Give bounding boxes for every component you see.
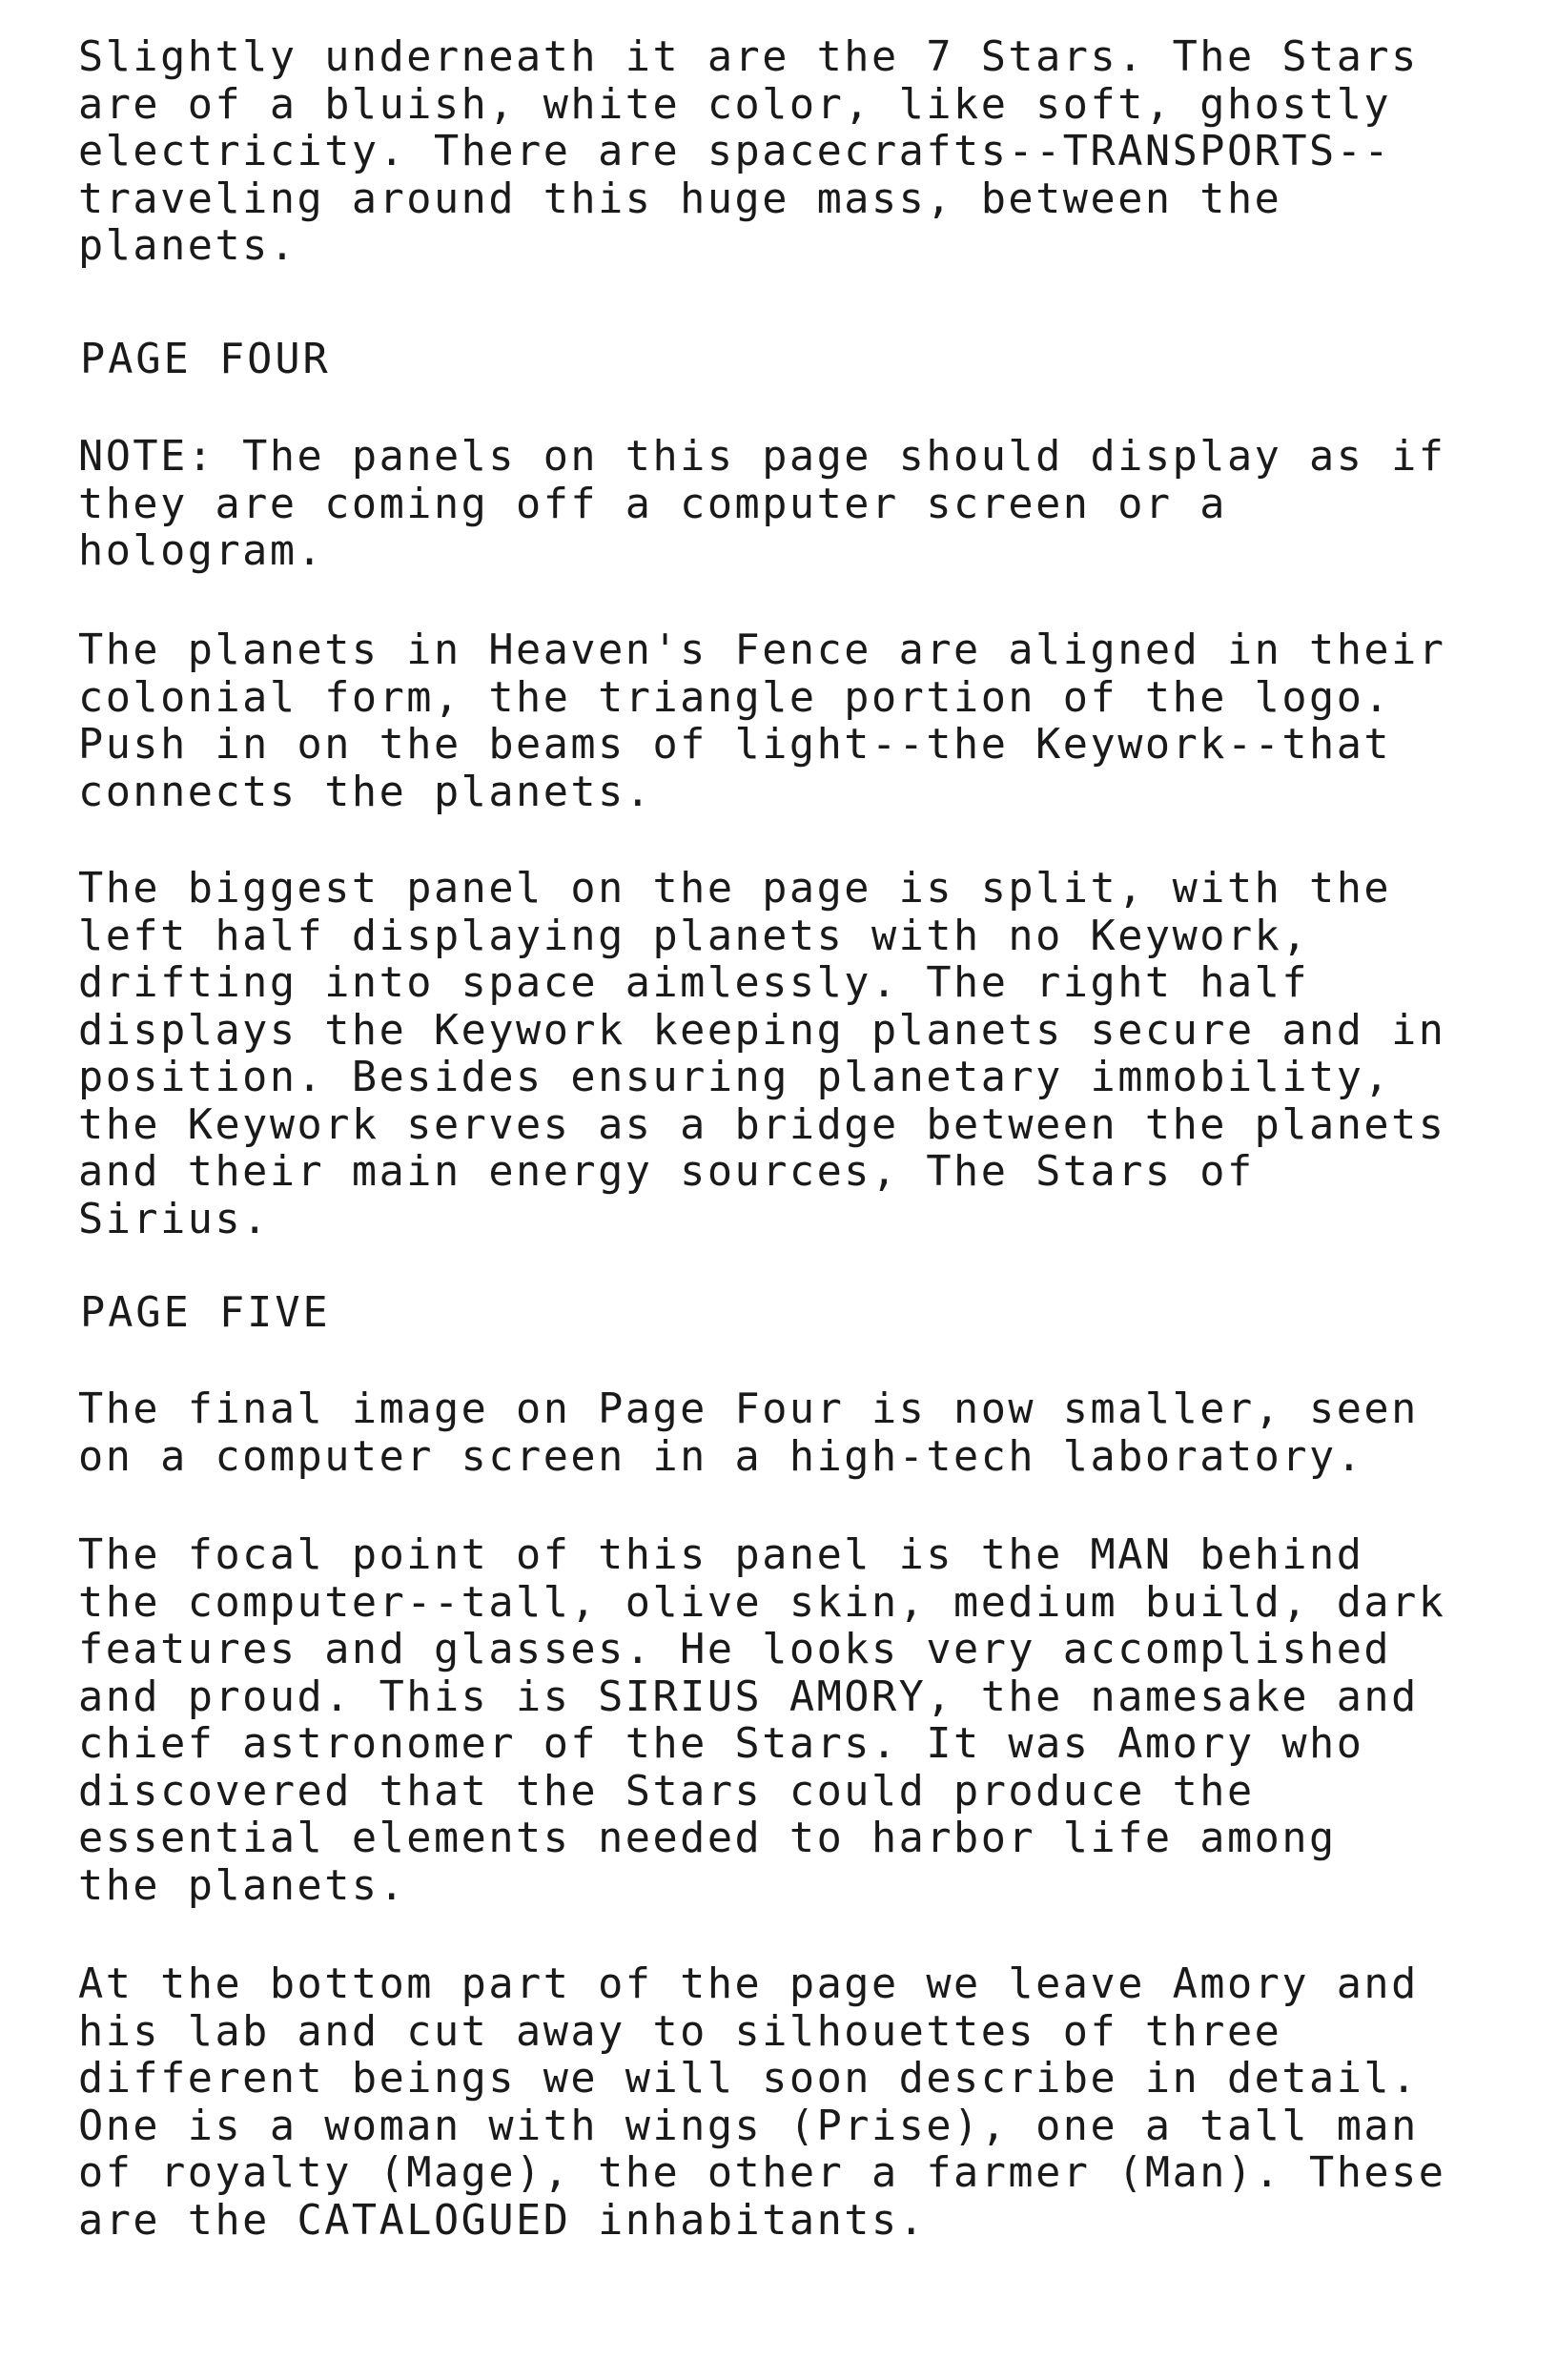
paragraph-sirius-amory: The focal point of this panel is the MAN behind the computer--tall, olive skin, medium build, dark features and glasses. He looks very accomplished and proud. This is SIRIUS AMORY, the namesake and chief astronomer of the Stars. It was Amory who discovered that the Stars could produce the essential elements needed to harbor life among the planets.	[78, 1531, 1446, 1910]
paragraph-panels-note: NOTE: The panels on this page should display as if they are coming off a computer screen or a hologram.	[78, 433, 1446, 575]
heading-page-four: PAGE FOUR	[80, 336, 331, 383]
heading-page-five: PAGE FIVE	[80, 1289, 331, 1337]
paragraph-stars-description: Slightly underneath it are the 7 Stars. The Stars are of a bluish, white color, like soft, ghostly electricity. There are spacecrafts--TRANSPORTS-- traveling around this huge mass, between the planets.	[78, 33, 1419, 270]
paragraph-final-image: The final image on Page Four is now smaller, seen on a computer screen in a high-tech laboratory.	[78, 1385, 1419, 1481]
paragraph-catalogued-inhabitants: At the bottom part of the page we leave Amory and his lab and cut away to silhouettes of three different beings we will soon describe in detail. One is a woman with wings (Prise), one a tall man of royalty (Mage), the other a farmer (Man). These are the CATALOGUED inhabitants.	[78, 1960, 1446, 2245]
paragraph-biggest-panel: The biggest panel on the page is split, with the left half displaying planets with no Keywork, drifting into space aimlessly. The right half displays the Keywork keeping planets secure and in position. Besides ensuring planetary immobility, the Keywork serves as a bridge between the planets and their main energy sources, The Stars of Sirius.	[78, 865, 1446, 1243]
paragraph-heavens-fence: The planets in Heaven's Fence are aligned in their colonial form, the triangle portion of the logo. Push in on the beams of light--the Keywork--that connects the planets.	[78, 626, 1446, 816]
